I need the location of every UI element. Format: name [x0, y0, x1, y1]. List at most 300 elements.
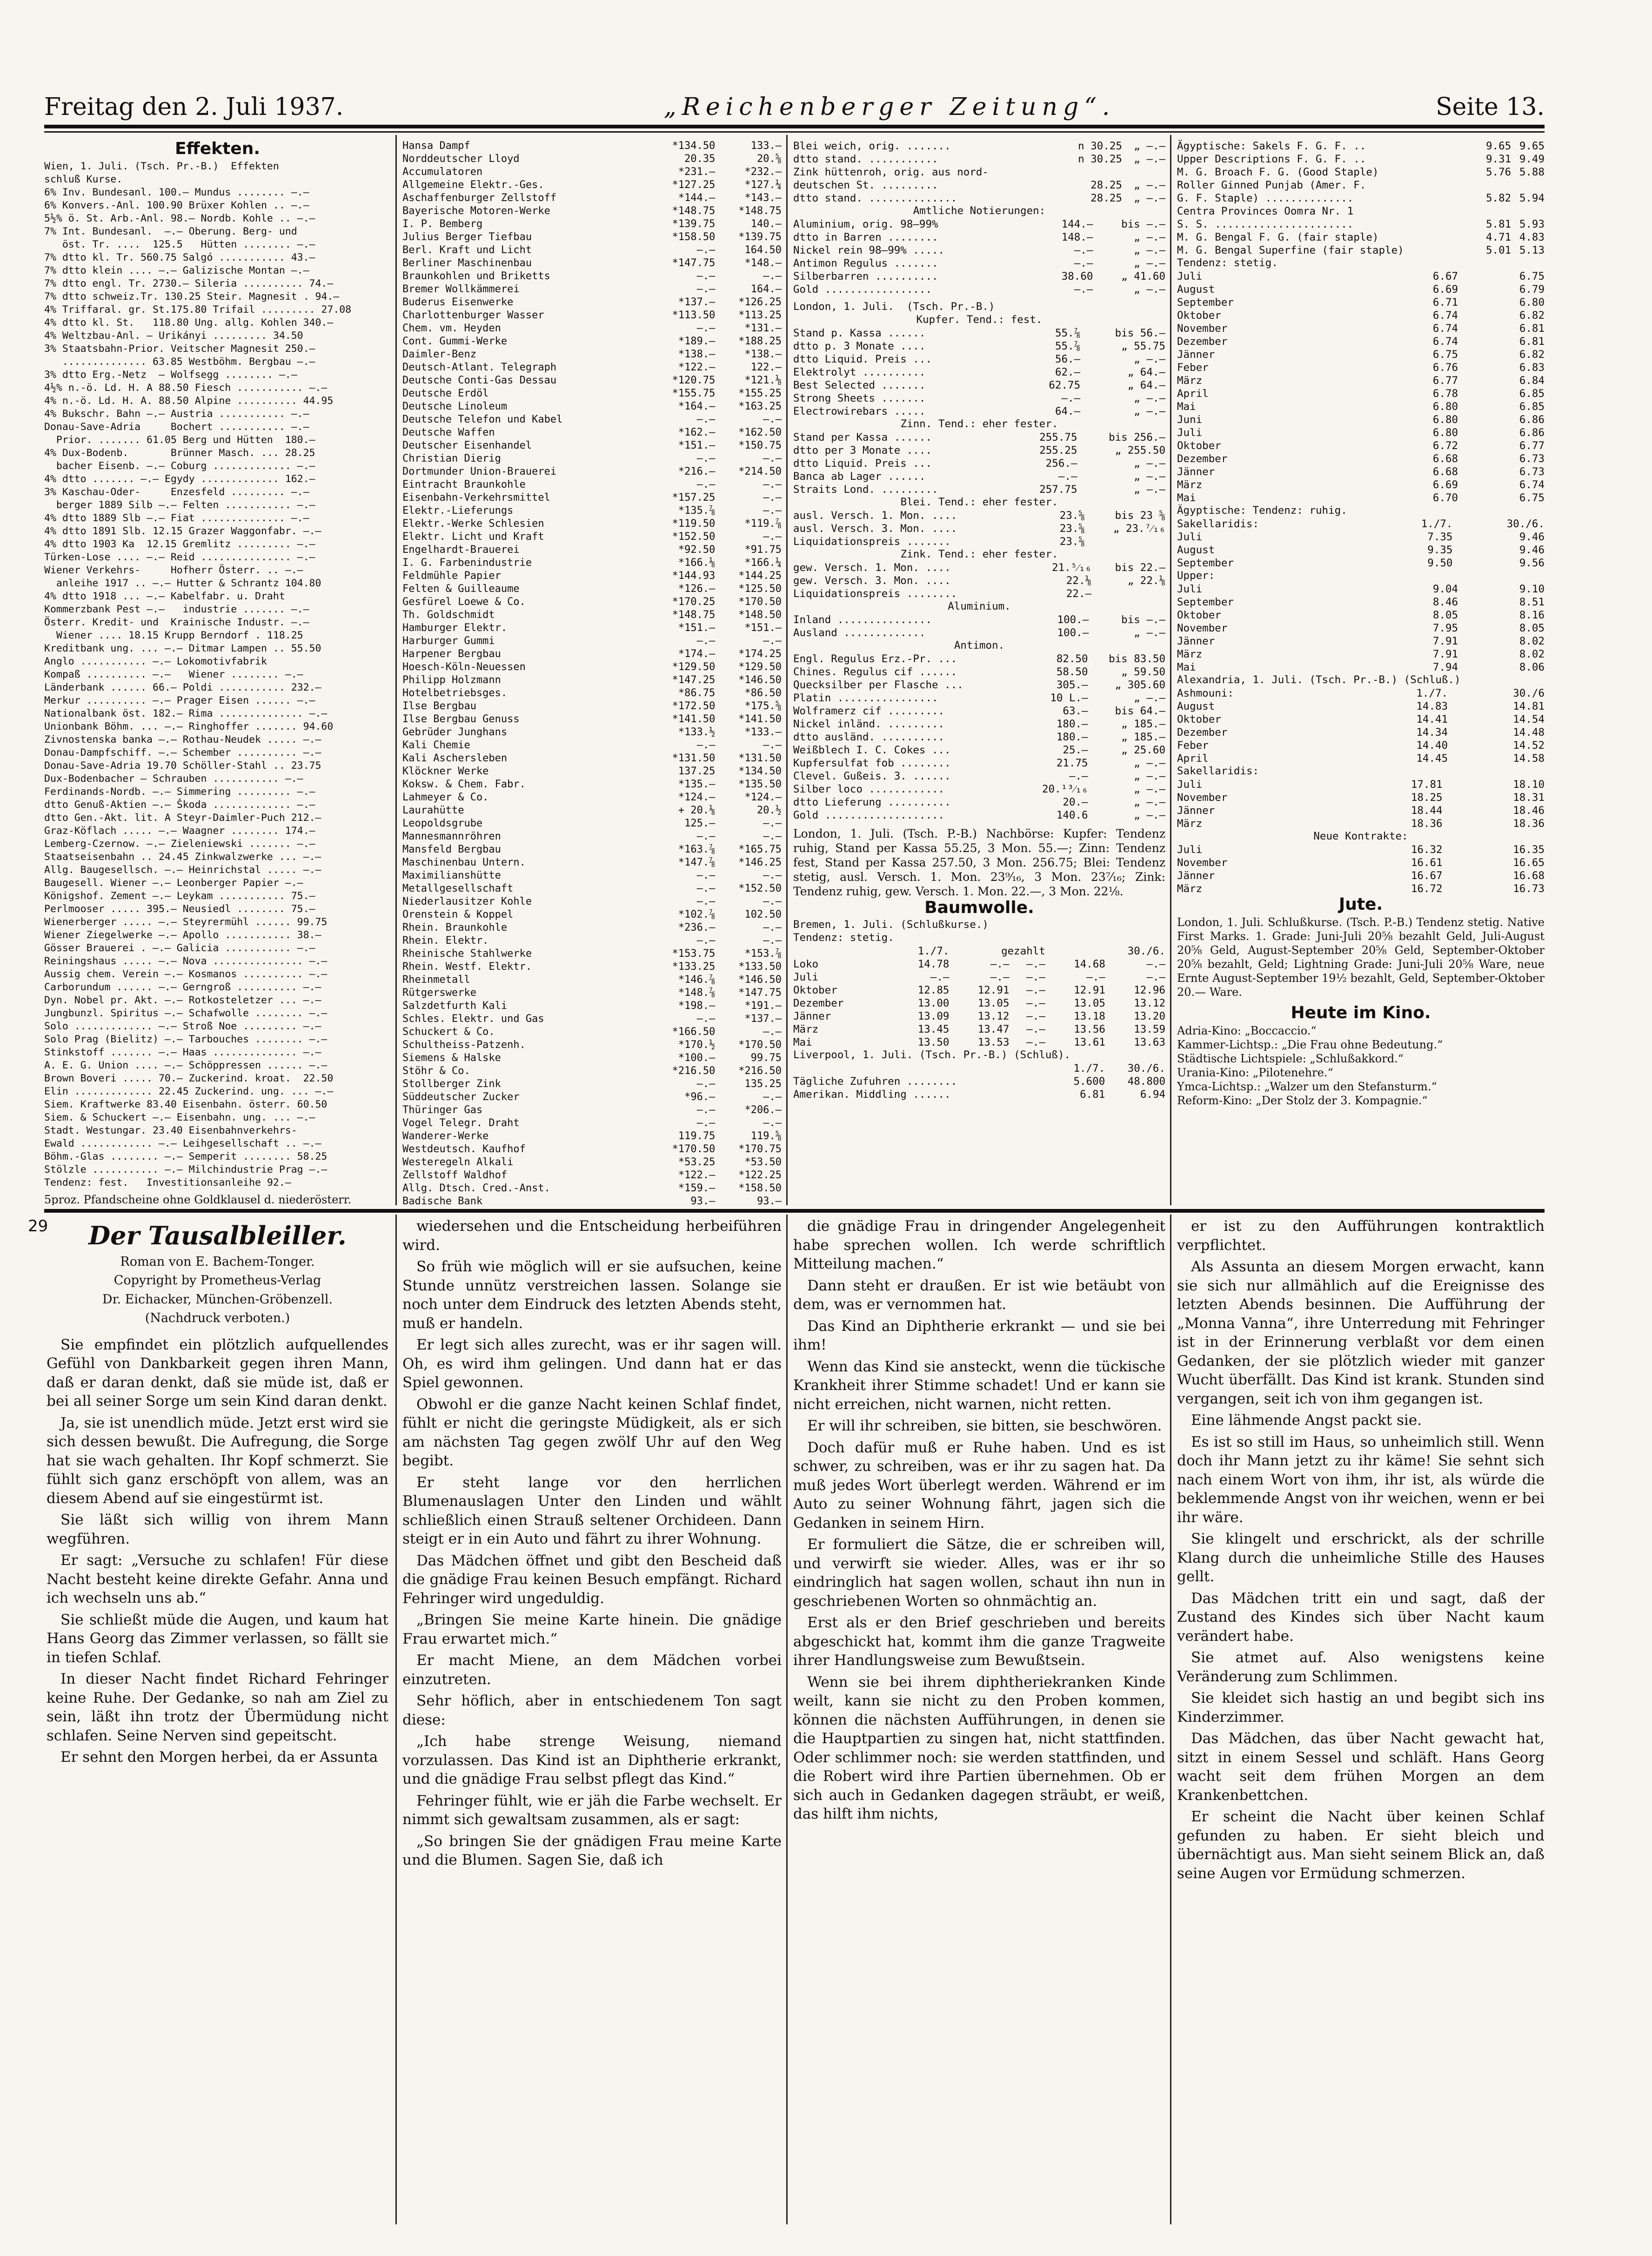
- table-cell: 13.20: [1134, 1010, 1165, 1022]
- table-cell: *86.50: [744, 687, 782, 699]
- effekten-line: Gösser Brauerei . —.— Galicia ........... —.—: [44, 942, 315, 954]
- table-row: [1177, 856, 1545, 869]
- table-cell: Liquidationspreis ........: [793, 587, 957, 600]
- table-cell: *100.—: [678, 1052, 716, 1064]
- table-cell: *144.93: [672, 570, 716, 582]
- table-cell: 305.—: [1056, 678, 1088, 691]
- table-row: [793, 470, 1165, 483]
- table-row: [793, 257, 1165, 270]
- table-cell: 14.40: [1416, 739, 1448, 752]
- table-row: [402, 609, 782, 622]
- kino-listing: Kammer-Lichtsp.: „Die Frau ohne Bedeutung.“: [1177, 1038, 1443, 1051]
- table-row: [402, 1039, 782, 1052]
- table-cell: 257.75: [1039, 483, 1077, 496]
- table-cell: —.—: [1058, 470, 1077, 483]
- table-row: [1177, 140, 1545, 153]
- novel-paragraph: Erst als er den Brief geschrieben und bereits abgeschickt hat, kommt ihm die ganze Tragweite ihrer Handlungsweise zum Bewußtsein.: [793, 1614, 1165, 1669]
- table-cell: G. F. Staple) ..............: [1177, 192, 1354, 204]
- table-cell: *170.½: [678, 1039, 716, 1051]
- table-cell: „ 55.75: [1121, 340, 1165, 352]
- table-cell: *141.50: [672, 713, 716, 725]
- column-header: Sakellaridis:: [1177, 517, 1259, 530]
- table-cell: n 30.25: [1078, 153, 1122, 165]
- sakel2-table: [1177, 778, 1545, 830]
- table-cell: 5.01: [1485, 244, 1512, 256]
- table-cell: [1511, 205, 1545, 218]
- table-row: [1177, 452, 1545, 465]
- table-cell: „ —.—: [1134, 457, 1165, 470]
- table-row: [793, 353, 1165, 366]
- table-row: [402, 1091, 782, 1104]
- table-cell: 13.63: [1134, 1036, 1165, 1048]
- table-cell: 6.80: [1432, 426, 1458, 439]
- table-cell: 13.18: [1074, 1010, 1105, 1022]
- table-row: [793, 561, 1165, 574]
- table-cell: Amerikan. Middling ......: [793, 1088, 951, 1101]
- column-header: 1./7.: [1073, 1062, 1105, 1074]
- table-row: [402, 257, 782, 270]
- table-row: [1177, 530, 1545, 544]
- tendenz-stetig: Tendenz: stetig.: [1177, 257, 1278, 269]
- page-header: [44, 70, 1545, 121]
- table-cell: 133.—: [750, 140, 782, 152]
- table-cell: Rhein. Westf. Elektr.: [402, 960, 532, 973]
- sakel-table: [1177, 517, 1545, 570]
- table-row: [402, 921, 782, 934]
- table-row: [793, 718, 1165, 731]
- novel-paragraph: Das Mädchen tritt ein und sagt, daß der Zustand des Kindes sich über Nacht kaum verändert habe.: [1177, 1590, 1545, 1645]
- effekten-line: Merkur .......... —.— Prager Eisen ...... —.—: [44, 694, 315, 706]
- table-cell: „ 23.⁷⁄₁₆: [1113, 522, 1165, 535]
- table-cell: Daimler-Benz: [402, 348, 476, 360]
- table-cell: Deutsche Telefon und Kabel: [402, 413, 563, 425]
- table-cell: 13.50: [917, 1036, 950, 1048]
- table-row: [402, 687, 782, 700]
- table-row: [402, 413, 782, 426]
- kupfer-head: Kupfer. Tend.: fest.: [916, 314, 1043, 326]
- header-rule-thin: [44, 131, 1545, 133]
- table-cell: August: [1177, 544, 1215, 556]
- effekten-line: Solo ............. —.— Stroß Noe ......... —.—: [44, 1020, 321, 1032]
- effekten-line: Länderbank ...... 66.— Poldi ........... 232.—: [44, 681, 321, 693]
- installment-number: 29: [28, 1217, 48, 1235]
- table-cell: *162.—: [678, 426, 716, 438]
- effekten-line: Staatseisenbahn .. 24.45 Zinkwalzwerke ... —.—: [44, 851, 321, 863]
- effekten-line: 7% dtto schweiz.Tr. 130.25 Steir. Magnesit . 94.—: [44, 290, 340, 302]
- column-header: 1./7.: [1421, 517, 1453, 530]
- table-row: [402, 166, 782, 179]
- table-cell: —.—: [696, 830, 716, 842]
- novel-paragraph: „So bringen Sie der gnädigen Frau meine Karte und die Blumen. Sagen Sie, daß ich: [402, 1833, 782, 1868]
- table-cell: Antimon Regulus .......: [793, 257, 938, 269]
- table-cell: 6.68: [1432, 452, 1458, 465]
- table-cell: *129.50: [738, 661, 782, 673]
- table-cell: 18.36: [1513, 817, 1545, 830]
- table-cell: 7.95: [1432, 622, 1458, 634]
- table-cell: *126.—: [678, 583, 716, 595]
- table-cell: dtto stand. ...........: [793, 153, 938, 165]
- table-cell: „ —.—: [1134, 244, 1165, 256]
- table-cell: *148.—: [744, 257, 782, 269]
- table-cell: 25.—: [1063, 744, 1088, 756]
- table-cell: Nickel inländ. .........: [793, 718, 945, 730]
- table-cell: 55.⅞: [1055, 340, 1081, 352]
- table-cell: 100.—: [1057, 613, 1089, 626]
- effekten-line: 4½% n.-ö. Ld. H. A 88.50 Fiesch ........... —.—: [44, 382, 328, 394]
- table-row: [402, 648, 782, 661]
- table-cell: Electrowirebars .....: [793, 405, 926, 417]
- table-cell: *135.⅞: [678, 504, 716, 517]
- table-cell: Best Selected .......: [793, 379, 926, 391]
- table-cell: —.—: [696, 1117, 716, 1129]
- table-cell: Julius Berger Tiefbau: [402, 231, 532, 243]
- table-cell: 6.81: [1519, 322, 1545, 335]
- novel-paragraph: Es ist so still im Haus, so unheimlich still. Wenn doch ihr Mann jetzt zu ihr käme! Sie sehnt sich nach einem Wort von ihm, ihr ist, als würde die beklemmende Angst von ihr weichen, wenn er bei ihr wäre.: [1177, 1433, 1545, 1526]
- table-cell: 23.⅝: [1059, 535, 1085, 548]
- table-cell: 119.⅝: [750, 1130, 782, 1142]
- table-cell: 6.75: [1432, 348, 1458, 361]
- table-row: [793, 796, 1165, 809]
- table-cell: 16.35: [1513, 843, 1545, 856]
- table-cell: —.—: [1146, 958, 1165, 970]
- newspaper-name: „Reichenberger Zeitung“.: [663, 93, 1116, 121]
- table-cell: 16.67: [1411, 869, 1443, 882]
- table-row: [402, 726, 782, 739]
- table-cell: 14.58: [1513, 752, 1545, 765]
- copyright-line: Copyright by Prometheus-Verlag: [114, 1273, 321, 1288]
- table-row: [402, 426, 782, 439]
- table-cell: bis —.—: [1121, 218, 1165, 230]
- table-cell: 6.78: [1432, 387, 1458, 400]
- table-cell: Juli: [1177, 778, 1203, 791]
- table-cell: 6.84: [1519, 374, 1545, 387]
- table-cell: *158.50: [738, 1182, 782, 1194]
- table-row: [402, 140, 782, 153]
- table-cell: *113.25: [738, 309, 782, 321]
- table-cell: Cont. Gummi-Werke: [402, 335, 508, 347]
- table-row: [1177, 309, 1545, 322]
- table-cell: „ 41.60: [1121, 270, 1165, 282]
- table-cell: Rheinmetall: [402, 974, 470, 986]
- table-row: [793, 179, 1165, 192]
- table-cell: Philipp Holzmann: [402, 674, 501, 686]
- baumwolle-column: [1177, 140, 1545, 1205]
- table-cell: *198.—: [678, 1000, 716, 1012]
- column-divider: [786, 1215, 788, 2224]
- table-cell: 6.81: [1080, 1088, 1105, 1101]
- table-cell: 6.67: [1432, 270, 1458, 282]
- effekten-line: Anglo ........... —.— Lokomotivfabrik: [44, 655, 267, 667]
- table-cell: —.—: [763, 478, 782, 490]
- table-cell: *139.75: [738, 231, 782, 243]
- table-cell: Juli: [1177, 270, 1203, 282]
- table-cell: —.—: [696, 244, 716, 256]
- table-cell: S. S. ......................: [1177, 218, 1354, 230]
- table-cell: 18.31: [1513, 791, 1545, 804]
- alu-table: [793, 613, 1165, 639]
- table-cell: —.—: [763, 491, 782, 504]
- table-cell: „ 64.—: [1127, 379, 1165, 391]
- table-cell: Bayerische Motoren-Werke: [402, 205, 550, 217]
- table-row: [793, 1010, 1165, 1023]
- table-cell: dtto Liquid. Preis ...: [793, 457, 932, 470]
- table-cell: März: [1177, 817, 1203, 830]
- effekten-line: Lemberg-Czernow. —.— Zieleniewski ....... —.—: [44, 838, 315, 850]
- table-cell: *151.—: [744, 622, 782, 634]
- table-cell: *152.50: [672, 530, 716, 543]
- table-cell: —.—: [763, 739, 782, 751]
- table-cell: 164.50: [744, 244, 782, 256]
- table-row: [793, 770, 1165, 783]
- table-cell: *119.50: [672, 517, 716, 530]
- novel-column-a: [47, 1217, 388, 2227]
- copyright-line: Dr. Eichacker, München-Gröbenzell.: [102, 1292, 333, 1307]
- table-cell: *214.50: [738, 465, 782, 477]
- table-cell: 55.⅞: [1055, 327, 1081, 339]
- table-cell: 6.77: [1432, 374, 1458, 387]
- table-row: [402, 596, 782, 609]
- table-row: [1177, 869, 1545, 882]
- table-cell: *53.50: [744, 1156, 782, 1168]
- table-cell: August: [1177, 283, 1215, 295]
- table-cell: *166.¼: [744, 557, 782, 569]
- kino-list: [1177, 1024, 1545, 1108]
- table-cell: Jänner: [1177, 348, 1215, 361]
- effekten-line: Donau-Dampfschiff. —.— Schember .......... —.—: [44, 746, 321, 759]
- effekten-line: Baugesell. Wiener —.— Leonberger Papier —.—: [44, 877, 303, 889]
- table-row: [793, 757, 1165, 770]
- table-cell: Oktober: [1177, 609, 1221, 621]
- table-cell: *174.25: [738, 648, 782, 660]
- table-cell: Feber: [1177, 361, 1209, 374]
- table-cell: „ —.—: [1134, 353, 1165, 365]
- table-cell: 6.73: [1519, 452, 1545, 465]
- effekten-line: 4% dtto kl. St. 118.80 Ung. allg. Kohlen 340.—: [44, 316, 334, 329]
- table-cell: *216.50: [738, 1065, 782, 1077]
- table-row: [402, 244, 782, 257]
- table-cell: Ilse Bergbau: [402, 700, 476, 712]
- table-row: [402, 296, 782, 309]
- table-row: [402, 752, 782, 765]
- table-cell: 13.47: [977, 1023, 1010, 1035]
- table-row: [402, 856, 782, 869]
- kino-listing: Adria-Kino: „Boccaccio.“: [1177, 1024, 1317, 1037]
- table-cell: bis 256.—: [1109, 431, 1165, 443]
- table-cell: 8.05: [1432, 609, 1458, 621]
- novel-paragraph: Sie läßt sich willig von ihrem Mann wegführen.: [47, 1511, 388, 1547]
- table-cell: Siemens & Halske: [402, 1052, 501, 1064]
- table-cell: 13.12: [1134, 997, 1165, 1009]
- table-cell: Süddeutscher Zucker: [402, 1091, 520, 1103]
- effekten-line: 4% dtto 1903 Ka 12.15 Gremlitz ......... —.—: [44, 538, 315, 550]
- table-cell: Inland ...............: [793, 613, 932, 626]
- table-row: [793, 1075, 1165, 1088]
- table-cell: 13.00: [917, 997, 950, 1009]
- table-cell: bis 56.—: [1115, 327, 1165, 339]
- table-cell: Schultheiss-Patzenh.: [402, 1039, 526, 1051]
- table-cell: Juli: [1177, 426, 1203, 439]
- table-cell: 255.25: [1039, 444, 1077, 457]
- table-cell: Buderus Eisenwerke: [402, 296, 514, 308]
- table-cell: 20.⅝: [757, 153, 782, 165]
- aktien-table: [402, 140, 782, 1205]
- table-cell: *148.75: [672, 609, 716, 621]
- table-cell: 9.04: [1432, 583, 1458, 595]
- table-cell: —.—: [763, 1026, 782, 1038]
- table-cell: [1478, 179, 1511, 192]
- table-row: [402, 869, 782, 882]
- effekten-line: Ferdinands-Nordb. —.— Simmering ......... —.—: [44, 786, 315, 798]
- table-cell: 12.85: [917, 984, 950, 996]
- table-cell: 180.—: [1056, 731, 1088, 743]
- effekten-line: 4% n.-ö. Ld. H. A. 88.50 Alpine .......... 44.95: [44, 395, 334, 407]
- novel-paragraph: Er sehnt den Morgen herbei, da er Assunta: [60, 1749, 378, 1766]
- table-cell: 5.93: [1519, 218, 1545, 230]
- table-row: [793, 153, 1165, 166]
- table-cell: *170.75: [738, 1143, 782, 1155]
- table-cell: *170.25: [672, 596, 716, 608]
- table-row: [1177, 635, 1545, 648]
- table-cell: 16.72: [1411, 882, 1443, 895]
- table-cell: 6.76: [1432, 361, 1458, 374]
- table-cell: *148.50: [738, 609, 782, 621]
- table-cell: Hansa Dampf: [402, 140, 470, 152]
- table-cell: 9.65: [1519, 140, 1545, 152]
- novel-paragraph: Er formuliert die Sätze, die er schreiben will, und verwirft sie wieder. Alles, was er ihr so eindringlich hat sagen wollen, schaut ihn nun in geschriebenen Worten so ohnmächtig an.: [793, 1536, 1165, 1610]
- table-row: [1177, 335, 1545, 348]
- novel-paragraph: Wenn sie bei ihrem diphtheriekranken Kinde weilt, kann sie nicht zu den Proben kommen, können die nächsten Aufführungen, in denen sie die Hauptpartien zu singen hat, nicht stattfinden. Oder schlimmer noch: sie werden stattfinden, und die Robert wird ihre Partien übernehmen. Ob er sich auch in Gedanken dagegen sträubt, er weiß, das hilft ihm nichts,: [793, 1673, 1165, 1822]
- effekten-line: Zivnostenska banka —.— Rothau-Neudek ..... —.—: [44, 733, 321, 745]
- table-row: [1177, 661, 1545, 674]
- column-header: gezahlt: [1001, 945, 1045, 957]
- table-cell: „ —.—: [1134, 405, 1165, 417]
- table-cell: 6.80: [1519, 296, 1545, 309]
- table-row: [402, 348, 782, 361]
- table-row: [1177, 296, 1545, 309]
- table-cell: 12.91: [1074, 984, 1105, 996]
- table-cell: 16.73: [1513, 882, 1545, 895]
- novel-paragraph: In dieser Nacht findet Richard Fehringer keine Ruhe. Der Gedanke, so nah am Ziel zu sein, läßt ihn trotz der Übermüdung nicht schlafen. Seine Nerven sind gepeitscht.: [47, 1671, 388, 1744]
- table-cell: 164.—: [750, 283, 782, 295]
- effekten-line: berger 1889 Silb —.— Felten ........... —.—: [44, 499, 315, 511]
- table-cell: I. G. Farbenindustrie: [402, 557, 532, 569]
- column-header: 1./7.: [917, 945, 950, 957]
- table-cell: *146.25: [738, 856, 782, 868]
- table-row: [402, 452, 782, 465]
- table-cell: *157.25: [672, 491, 716, 504]
- zinn-head: Zinn. Tend.: eher fester.: [900, 418, 1058, 430]
- table-row: [793, 366, 1165, 379]
- table-cell: *146.50: [738, 974, 782, 986]
- table-cell: bis 83.50: [1109, 652, 1165, 665]
- table-cell: Harburger Gummi: [402, 635, 495, 647]
- novel-paragraph: die gnädige Frau in dringender Angelegenheit habe sprechen wollen. Ich werde schriftlich Mitteilung machen.“: [793, 1218, 1165, 1272]
- liverpool-head: Liverpool, 1. Juli. (Tsch. Pr.-B.) (Schluß).: [793, 1049, 1071, 1061]
- table-cell: 18.46: [1513, 804, 1545, 817]
- effekten-line: 3% dtto Erg.-Netz — Wolfsegg ........ —.—: [44, 369, 297, 381]
- table-row: [793, 457, 1165, 470]
- table-cell: Eintracht Braunkohle: [402, 478, 526, 490]
- table-row: [793, 192, 1165, 205]
- table-cell: 20.¹³⁄₁₆: [1042, 783, 1088, 795]
- effekten-line: Donau-Save-Adria Bochert ........... —.—: [44, 421, 309, 433]
- table-cell: 18.36: [1411, 817, 1443, 830]
- table-cell: „ 59.50: [1121, 665, 1165, 678]
- table-cell: Dezember: [1177, 452, 1228, 465]
- table-cell: Aschaffenburger Zellstoff: [402, 192, 557, 204]
- novel-paragraph: Er steht lange vor den herrlichen Blumenauslagen Unter den Linden und wählt schließlich einen Strauß seltener Orchideen. Dann steigt er in ein Auto und fährt zu ihrer Wohnung.: [402, 1474, 782, 1547]
- table-cell: *232.—: [744, 166, 782, 178]
- table-cell: Kupfersulfat fob ........: [793, 757, 951, 769]
- effekten-line: 4% Weltzbau-Anl. — Urikányi ......... 34.50: [44, 329, 303, 342]
- table-cell: —.—: [763, 817, 782, 829]
- table-row: [402, 192, 782, 205]
- table-cell: *146.⅞: [678, 974, 716, 986]
- table-cell: 9.46: [1519, 530, 1545, 543]
- table-row: [1177, 609, 1545, 622]
- table-row: [402, 700, 782, 713]
- table-row: [793, 431, 1165, 444]
- header-rule: [44, 125, 1545, 128]
- table-cell: 140.—: [750, 218, 782, 230]
- novel-paragraph: Fehringer fühlt, wie er jäh die Farbe wechselt. Er nimmt sich gewaltsam zusammen, als er sagt:: [402, 1792, 782, 1828]
- table-row: [402, 622, 782, 635]
- table-cell: Kali Aschersleben: [402, 752, 508, 764]
- table-cell: Deutsche Waffen: [402, 426, 495, 438]
- table-row: [1177, 413, 1545, 426]
- table-cell: Felten & Guilleaume: [402, 583, 520, 595]
- table-cell: 256.—: [1045, 457, 1077, 470]
- effekten-line: Aussig chem. Verein —.— Kosmanos .......... —.—: [44, 968, 328, 980]
- table-cell: *134.50: [738, 765, 782, 777]
- table-cell: 5.76: [1485, 166, 1512, 178]
- table-row: [793, 270, 1165, 283]
- table-cell: Berliner Maschinenbau: [402, 257, 532, 269]
- table-cell: 14.52: [1513, 739, 1545, 752]
- table-row: [402, 1169, 782, 1182]
- table-cell: *164.—: [678, 400, 716, 412]
- table-cell: Gold .................: [793, 283, 932, 295]
- table-row: [1177, 465, 1545, 478]
- table-cell: Liquidationspreis .......: [793, 535, 951, 548]
- effekten-line: Solo Prag (Bielitz) —.— Tarbouches ........ —.—: [44, 1033, 328, 1045]
- months-table: [1177, 270, 1545, 504]
- effekten-line: Stadt. Westungar. 23.40 Eisenbahnverkehrs-: [44, 1124, 297, 1136]
- table-row: [793, 405, 1165, 418]
- novel-paragraph: Sie kleidet sich hastig an und begibt sich ins Kinderzimmer.: [1177, 1690, 1545, 1726]
- table-cell: *175.⅝: [744, 700, 782, 712]
- table-cell: 8.06: [1519, 661, 1545, 673]
- table-cell: —.—: [696, 934, 716, 947]
- table-cell: —.—: [763, 934, 782, 947]
- table-row: [1177, 804, 1545, 817]
- table-cell: *133.—: [744, 726, 782, 738]
- table-cell: —.—: [1026, 997, 1045, 1009]
- table-cell: *122.—: [678, 1169, 716, 1181]
- table-row: [793, 971, 1165, 984]
- table-cell: —.—: [696, 413, 716, 425]
- table-row: [1177, 791, 1545, 804]
- table-cell: 16.61: [1411, 856, 1443, 869]
- table-cell: „ —.—: [1134, 192, 1165, 204]
- table-row: [793, 958, 1165, 971]
- table-cell: „ 22.⅛: [1127, 574, 1165, 587]
- effekten-line: Kommerzbank Pest —.— industrie ....... —.—: [44, 603, 309, 615]
- table-cell: 6.94: [1140, 1088, 1165, 1101]
- table-cell: *155.25: [738, 387, 782, 399]
- table-cell: *92.50: [678, 544, 716, 556]
- table-cell: *144.25: [738, 570, 782, 582]
